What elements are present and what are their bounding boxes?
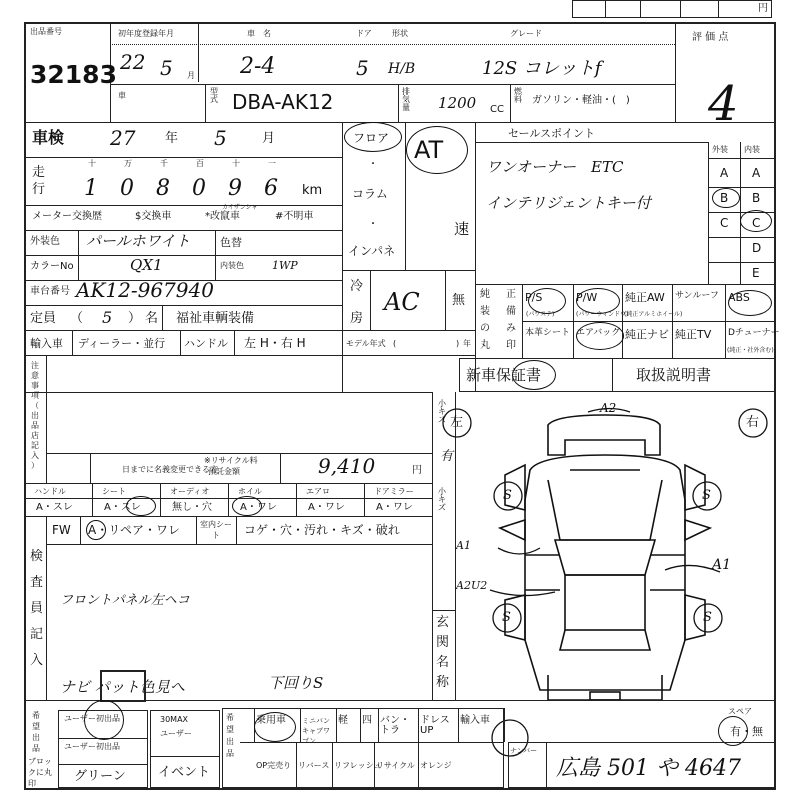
notes-char: （ <box>31 401 39 410</box>
digit-header: 一 <box>268 159 276 168</box>
equipment-side-char: 丸 <box>480 340 490 351</box>
exterior-grade: C <box>720 216 729 230</box>
category-line <box>296 742 297 788</box>
shape-label: 形状 <box>392 29 408 38</box>
digit-header: 千 <box>160 159 168 168</box>
inspection-month-unit: 月 <box>262 131 276 146</box>
equipment-side-char: 装 <box>480 306 490 317</box>
check-header: エアロ <box>306 487 330 496</box>
digit-header: 十 <box>232 159 240 168</box>
ac-none: 無 <box>452 293 466 308</box>
sales-points-label: セールスポイント <box>508 127 596 140</box>
mileage-max: 30MAX <box>160 715 189 724</box>
capacity-label: 定員 <box>30 311 57 326</box>
recycle-label-2: 預託金額 <box>208 467 240 476</box>
meter-option-3: #不明車 <box>275 211 314 222</box>
inspection-year-unit: 年 <box>165 131 179 146</box>
block-label: ブロックに丸印 <box>28 757 52 788</box>
chassis-value: AK12-967940 <box>76 278 214 302</box>
scratch-mark: 有 <box>440 449 454 464</box>
lot-number: 32183 <box>30 60 117 89</box>
seat-text: コゲ・穴・汚れ・キズ・破れ <box>244 523 400 537</box>
interior-grade: A <box>752 166 761 180</box>
notes-char: 注 <box>31 361 39 370</box>
reg-month-unit: 月 <box>187 71 195 80</box>
recycle-unit: 円 <box>412 465 422 476</box>
equipment-side-char: の <box>480 323 490 334</box>
user-circle <box>84 700 124 740</box>
equipment-item: サンルーフ <box>675 291 719 301</box>
reg-label: 初年度登録年月 <box>118 29 174 38</box>
score-label: 評 価 点 <box>692 32 729 43</box>
small-scratch-label: 小キズ <box>438 487 446 512</box>
mark-a2-top: A2 <box>600 401 617 415</box>
entrance-char: 玄 <box>436 615 450 630</box>
km-label: km <box>302 183 323 198</box>
grade-value: 12S コレットf <box>482 58 602 79</box>
shift-dot-1: ・ <box>368 159 378 170</box>
handle-label: ハンドル <box>184 337 228 350</box>
equipment-item: ABS <box>728 291 750 304</box>
fw-text: A・リペア・ワレ <box>88 523 180 537</box>
exterior-color-value: パールホワイト <box>86 232 191 250</box>
category-line <box>332 742 333 788</box>
inspector-char: 入 <box>30 653 44 668</box>
check-value: A・ワレ <box>308 502 345 513</box>
entrance-char: 称 <box>436 675 450 690</box>
speed-label: 速 <box>454 220 470 238</box>
notes-char: 店 <box>31 431 39 440</box>
hope-char: 出 <box>32 733 40 742</box>
inspection-label: 車検 <box>32 128 65 147</box>
car-label: 車 <box>118 91 126 100</box>
doors-value: 5 <box>356 56 369 80</box>
model-year-label: モデル年式 <box>346 339 386 348</box>
equipment-side-char: 正 <box>506 289 516 300</box>
digit-header: 十 <box>88 159 96 168</box>
recycle-value: 9,410 <box>318 454 376 478</box>
category-item: 乗用車 <box>256 715 286 726</box>
check-value: A・ワレ <box>240 502 277 513</box>
notes-char: 事 <box>31 381 39 390</box>
spare-value: 有・無 <box>730 725 763 738</box>
sales-line-1: ワンオーナー ETC <box>486 158 624 176</box>
inspection-year: 27 <box>110 126 136 150</box>
category-item: 軽 <box>338 715 348 726</box>
green-label: グリーン <box>74 769 126 784</box>
dtuner-sub: (純正・社外含む) <box>727 347 774 354</box>
equipment-item: エアバッグ <box>576 328 621 338</box>
check-header: オーディオ <box>170 487 210 496</box>
inspector-char: 査 <box>30 575 44 590</box>
model-year-close: ) <box>456 339 460 348</box>
interior-header: 内装 <box>744 145 760 154</box>
shift-dot-2: ・ <box>368 219 378 230</box>
fw-label: FW <box>52 523 71 537</box>
car-name-label: 車 名 <box>247 29 271 38</box>
grade-label: グレード <box>510 29 542 38</box>
scratch-label: 小キズ <box>438 399 446 424</box>
meter-label: メーター交換歴 <box>32 211 102 222</box>
exterior-grade: A <box>720 166 729 180</box>
score-value: 4 <box>708 76 739 132</box>
price-suffix: 円 <box>758 3 768 14</box>
capacity-close: ） <box>128 311 142 326</box>
welfare-label: 福祉車輌装備 <box>176 311 255 326</box>
notes-char: 項 <box>31 391 39 400</box>
car-name-value: 2-4 <box>240 54 276 79</box>
diagram-left-label: 左 <box>450 415 464 430</box>
digit-header: 万 <box>124 159 132 168</box>
notes-char: 品 <box>31 421 39 430</box>
interior-color-value: 1WP <box>272 259 298 272</box>
category-item: 輸入車 <box>460 715 490 726</box>
mileage-label: 走行 <box>32 165 46 197</box>
cc-label: CC <box>490 104 504 115</box>
spare-label: スペア <box>728 707 752 716</box>
interior-grade: D <box>752 241 762 255</box>
manual-label: 取扱説明書 <box>636 366 712 384</box>
notes-char: 入 <box>31 451 39 460</box>
notes-char: 出 <box>31 411 39 420</box>
mark-a1-left: A1 <box>456 539 471 552</box>
digit-header: 百 <box>196 159 204 168</box>
capacity-value: 5 <box>102 308 113 327</box>
interior-grade: B <box>752 191 761 205</box>
shift-floor: フロア <box>353 131 390 145</box>
capacity-open: （ <box>70 311 84 326</box>
exterior-header: 外装 <box>712 145 728 154</box>
inspector-char: 記 <box>30 627 44 642</box>
user-text-2: ユーザー初出品 <box>64 742 120 751</box>
capacity-unit: 名 <box>145 311 159 326</box>
shift-column: コラム <box>352 187 388 201</box>
equipment-item: 本革シート <box>525 328 571 338</box>
lot-label: 出品番号 <box>30 27 62 36</box>
category-item: バン・トラ <box>380 715 410 736</box>
check-value: 無し・穴 <box>172 502 212 513</box>
interior-color-label: 内装色 <box>220 261 244 270</box>
equipment-side-char: 印 <box>506 340 516 351</box>
category-line <box>504 708 505 742</box>
ac-label-1: 冷 <box>350 279 364 294</box>
shift-at: AT <box>414 136 444 164</box>
mark-s-2: S <box>702 488 711 503</box>
mileage-digit: 1 <box>84 176 98 201</box>
displacement-value: 1200 <box>438 94 477 112</box>
meter-option-1: $交換車 <box>135 211 172 222</box>
equipment-item: 純正ナビ <box>625 328 669 341</box>
category-item: 四 <box>362 715 372 726</box>
mark-s-3: S <box>502 610 511 625</box>
mark-a1-right: A1 <box>712 557 732 573</box>
chassis-label: 車台番号 <box>30 286 70 297</box>
interior-grade: C <box>752 216 761 230</box>
kaizan-ruby: カイザンシャ <box>222 204 258 211</box>
category-line <box>374 742 375 788</box>
hope-char: 品 <box>32 744 40 753</box>
inspection-month: 5 <box>214 126 227 150</box>
equipment-item: P/W <box>576 291 598 304</box>
equipment-side-char: 純 <box>480 289 490 300</box>
plate-label: ナンバー <box>510 747 538 755</box>
ps-sub: (パワステ) <box>526 311 555 318</box>
notes-char: 意 <box>31 371 39 380</box>
check-header: ハンドル <box>34 487 66 496</box>
ac-value: AC <box>384 288 420 316</box>
check-value: A・スレ <box>36 502 73 513</box>
category-line <box>418 742 419 788</box>
mileage-digit: 6 <box>264 176 278 201</box>
meter-option-2: *改竄車 <box>205 211 240 222</box>
hope-char: 望 <box>32 722 40 731</box>
aw-sub: (純正アルミホイール) <box>624 311 683 318</box>
equipment-item: 純正AW <box>625 291 665 304</box>
category-item-2: リバース <box>298 761 330 770</box>
mileage-digit: 0 <box>192 176 206 201</box>
entrance-char: 関 <box>436 635 450 650</box>
equipment-side-char: み <box>506 323 516 334</box>
user-label-2: ユーザー <box>160 729 192 738</box>
category-item: ミニバンキャブワゴン <box>302 717 330 745</box>
entrance-char: 名 <box>436 655 450 670</box>
check-value: A・ワレ <box>376 502 413 513</box>
hope-char: 希 <box>32 711 40 720</box>
color-no-value: QX1 <box>130 256 163 274</box>
shift-inpane: インパネ <box>348 244 396 258</box>
category-item-2: OP完売り <box>256 761 292 770</box>
color-change-label: 色替 <box>220 236 242 249</box>
category-item-2: リフレッシュ <box>334 761 382 770</box>
notes-char: ） <box>31 461 39 470</box>
equipment-item: Dチューナー <box>728 328 780 338</box>
category-item-2: リサイクル <box>376 761 415 770</box>
event-label: イベント <box>158 765 211 780</box>
equipment-item: P/S <box>525 291 543 304</box>
handle-value: 左 H・右 H <box>244 336 306 350</box>
mark-s-1: S <box>503 488 512 503</box>
seat-label: 室内シート <box>200 520 232 540</box>
user-text-1: ユーザー初出品 <box>64 714 120 723</box>
mark-s-4: S <box>703 610 712 625</box>
check-value: A・スレ <box>104 502 141 513</box>
inspector-note-1: フロントパネル左ヘコ <box>60 593 190 608</box>
check-header: ホイル <box>238 487 262 496</box>
type-label: 型式 <box>210 87 218 104</box>
recycle-note: 日までに名義変更できる方 <box>122 465 218 474</box>
equipment-item: 純正TV <box>675 328 712 341</box>
category-item: ドレスUP <box>420 715 450 736</box>
mileage-digit: 8 <box>156 176 170 201</box>
ac-label-2: 房 <box>350 311 364 326</box>
notes-char: 記 <box>31 441 39 450</box>
equipment-side-char: 備 <box>506 306 516 317</box>
mark-a2u2: A2U2 <box>456 579 488 592</box>
color-no-label: カラーNo <box>30 261 74 272</box>
inspector-char: 検 <box>30 549 44 564</box>
interior-grade: E <box>752 266 760 280</box>
passenger-circle <box>254 712 296 742</box>
shape-value: H/B <box>388 61 416 77</box>
category-item-2: オレンジ <box>420 761 452 770</box>
recycle-label: ※リサイクル料 <box>204 456 258 465</box>
doors-label: ドア <box>356 29 372 38</box>
hope-label-2: 希望出品 <box>226 713 234 758</box>
reg-month: 5 <box>160 56 173 80</box>
check-header: ドアミラー <box>374 487 414 496</box>
type-value: DBA-AK12 <box>232 90 334 114</box>
mileage-digit: 0 <box>120 176 134 201</box>
exterior-grade: B <box>720 191 729 205</box>
inspector-note-3: 下回りS <box>268 674 324 692</box>
fuel-label: 燃料 <box>514 87 522 104</box>
plate-value: 広島 501 や 4647 <box>556 756 741 781</box>
inspector-note-2: ナビ パット色見へ <box>60 678 185 696</box>
import-label: 輸入車 <box>30 337 63 350</box>
fuel-value: ガソリン・軽油・( ) <box>532 95 630 106</box>
pw-sub: (パワーウィンドウ) <box>576 311 629 318</box>
warranty-label: 新車保証書 <box>466 366 542 384</box>
sales-line-2: インテリジェントキー付 <box>486 194 651 212</box>
displacement-label: 排気量 <box>402 87 410 112</box>
model-year-open: ( <box>393 339 397 348</box>
diagram-right-label: 右 <box>746 415 760 430</box>
reg-year: 22 <box>120 50 146 74</box>
check-header: シート <box>102 487 126 496</box>
exterior-color-label: 外装色 <box>30 236 60 247</box>
model-year-unit: 年 <box>463 339 471 348</box>
dealer-label: ディーラー・並行 <box>78 337 166 350</box>
inspector-char: 員 <box>30 601 44 616</box>
mileage-digit: 9 <box>228 176 242 201</box>
